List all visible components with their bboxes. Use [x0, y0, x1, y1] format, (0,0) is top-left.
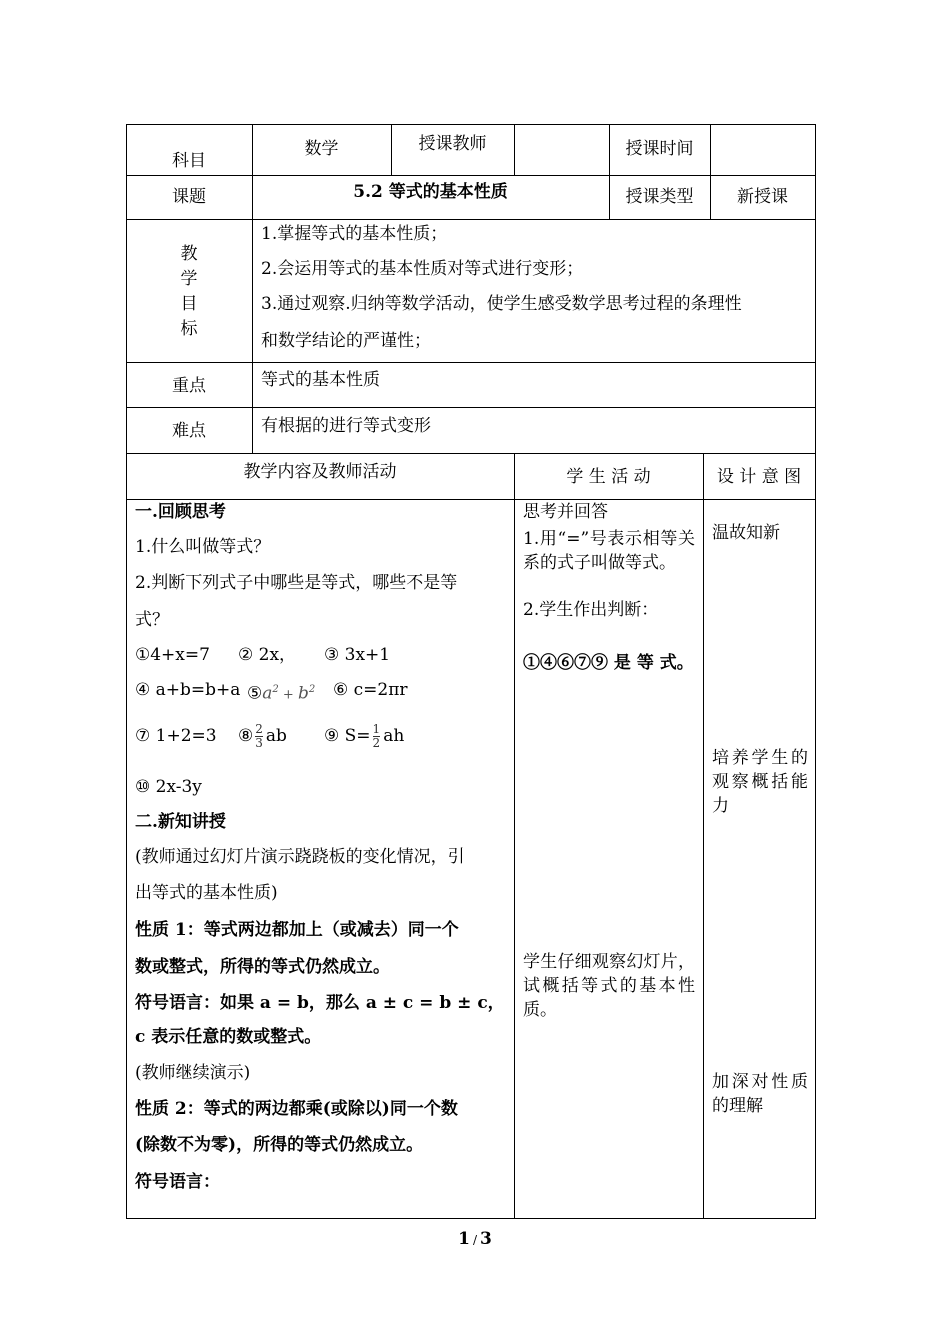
table-border-top [126, 124, 816, 125]
expression-prefix: ⑧ [238, 726, 254, 746]
property-line: 数或整式，所得的等式仍然成立。 [135, 957, 390, 977]
objective-line: 1.掌握等式的基本性质； [261, 224, 448, 244]
difficulty-value: 有根据的进行等式变形 [261, 416, 431, 436]
design-intent: 温故知新 [712, 523, 780, 543]
expression-suffix: ab [265, 726, 287, 746]
paragraph-line: 出等式的基本性质) [135, 883, 278, 903]
exponent: 2 [272, 684, 279, 695]
objective-line: 2.会运用等式的基本性质对等式进行变形； [261, 259, 584, 279]
subject-value: 数学 [304, 139, 339, 159]
expression: ⑥ c=2πr [333, 680, 408, 700]
property-line: 性质 2：等式的两边都乘(或除以)同一个数 [135, 1099, 458, 1119]
question: 1.什么叫做等式？ [135, 537, 271, 557]
question: 2.判断下列式子中哪些是等式，哪些不是等 [135, 573, 458, 593]
table-rule [126, 219, 816, 220]
expression-fraction [238, 717, 287, 755]
column-header-content: 教学内容及教师活动 [243, 462, 397, 482]
fraction [373, 723, 381, 750]
student-activity: 思考并回答 [523, 502, 608, 522]
topic-value: 5.2 等式的基本性质 [353, 182, 508, 202]
time-label: 授课时间 [625, 139, 694, 159]
expression-prefix: ⑤ [247, 683, 263, 704]
table-col-divider [514, 124, 515, 176]
table-rule [126, 453, 816, 454]
key-point-value: 等式的基本性质 [261, 370, 380, 390]
objective-line: 和数学结论的严谨性； [261, 331, 431, 351]
section-title: 一.回顾思考 [135, 502, 226, 522]
difficulty-label: 难点 [172, 421, 206, 441]
paragraph-line: (教师通过幻灯片演示跷跷板的变化情况，引 [135, 847, 465, 867]
objectives-label-char: 标 [180, 319, 198, 339]
expression-fraction [324, 717, 404, 755]
objectives-label-char: 目 [180, 294, 198, 314]
property-line: 性质 1：等式两边都加上（或减去）同一个 [135, 920, 459, 940]
table-rule [126, 499, 816, 500]
topic-label: 课题 [172, 187, 206, 207]
key-point-label: 重点 [172, 376, 206, 396]
table-col-divider [252, 124, 253, 454]
expression: ④ a+b=b+a [135, 680, 241, 700]
expression-squares [247, 680, 315, 706]
expression: ⑦ 1+2=3 [135, 726, 217, 746]
denominator: 2 [372, 736, 381, 750]
objective-line: 3.通过观察.归纳等数学活动，使学生感受数学思考过程的条理性 [261, 294, 742, 314]
objectives-label-char: 教 [180, 244, 198, 264]
column-header-student: 学 生 活 动 [566, 467, 651, 487]
student-activity: 2.学生作出判断： [523, 600, 659, 620]
type-label: 授课类型 [625, 187, 694, 207]
section-title: 二.新知讲授 [135, 812, 226, 832]
table-col-divider [703, 453, 704, 1219]
design-intent: 培养学生的观察概括能力 [712, 748, 808, 816]
symbol-line: 符号语言：如果 a = b，那么 a ± c = b ± c， [135, 993, 505, 1013]
expression: ⑩ 2x-3y [135, 777, 202, 797]
expression: ② 2x， [238, 645, 297, 665]
total-pages: 3 [480, 1229, 492, 1249]
symbol-line: c 表示任意的数或整式。 [135, 1027, 322, 1047]
numerator: 2 [255, 722, 263, 736]
expression-suffix: ah [383, 726, 405, 746]
column-header-design: 设 计 意 图 [716, 467, 802, 487]
student-activity: 1.用“=”号表示相等关系的式子叫做等式。 [523, 529, 695, 573]
expression: ③ 3x+1 [324, 645, 391, 665]
exponent: 2 [308, 684, 316, 695]
denominator: 3 [255, 736, 263, 750]
table-border-bottom [126, 1218, 816, 1219]
table-rule [126, 407, 816, 408]
teacher-label: 授课教师 [418, 134, 487, 154]
numerator: 1 [372, 722, 381, 736]
student-activity: ①④⑥⑦⑨ 是 等 式。 [523, 653, 694, 673]
page-number [0, 1229, 950, 1250]
current-page: 1 [458, 1229, 470, 1249]
type-value: 新授课 [737, 187, 788, 207]
subject-label: 科目 [172, 151, 206, 171]
symbol-line: 符号语言： [135, 1172, 220, 1192]
plus: + [278, 687, 298, 703]
property-line: (除数不为零)，所得的等式仍然成立。 [135, 1135, 424, 1155]
objectives-label-char: 学 [180, 269, 198, 289]
page-separator: / [472, 1233, 478, 1247]
design-intent: 加深对性质的理解 [712, 1072, 808, 1116]
expression-prefix: ⑨ S= [324, 726, 371, 746]
table-border-right [815, 124, 816, 1219]
table-col-divider [514, 453, 515, 1219]
question: 式？ [135, 610, 169, 630]
table-rule [126, 175, 816, 176]
student-activity: 学生仔细观察幻灯片，试概括等式的基本性质。 [523, 952, 695, 1020]
var-b: b [297, 683, 309, 704]
fraction [255, 723, 263, 750]
var-a: a [262, 683, 273, 704]
expression: ①4+x=7 [135, 645, 210, 665]
paragraph-line: (教师继续演示) [135, 1063, 251, 1083]
table-rule [126, 362, 816, 363]
